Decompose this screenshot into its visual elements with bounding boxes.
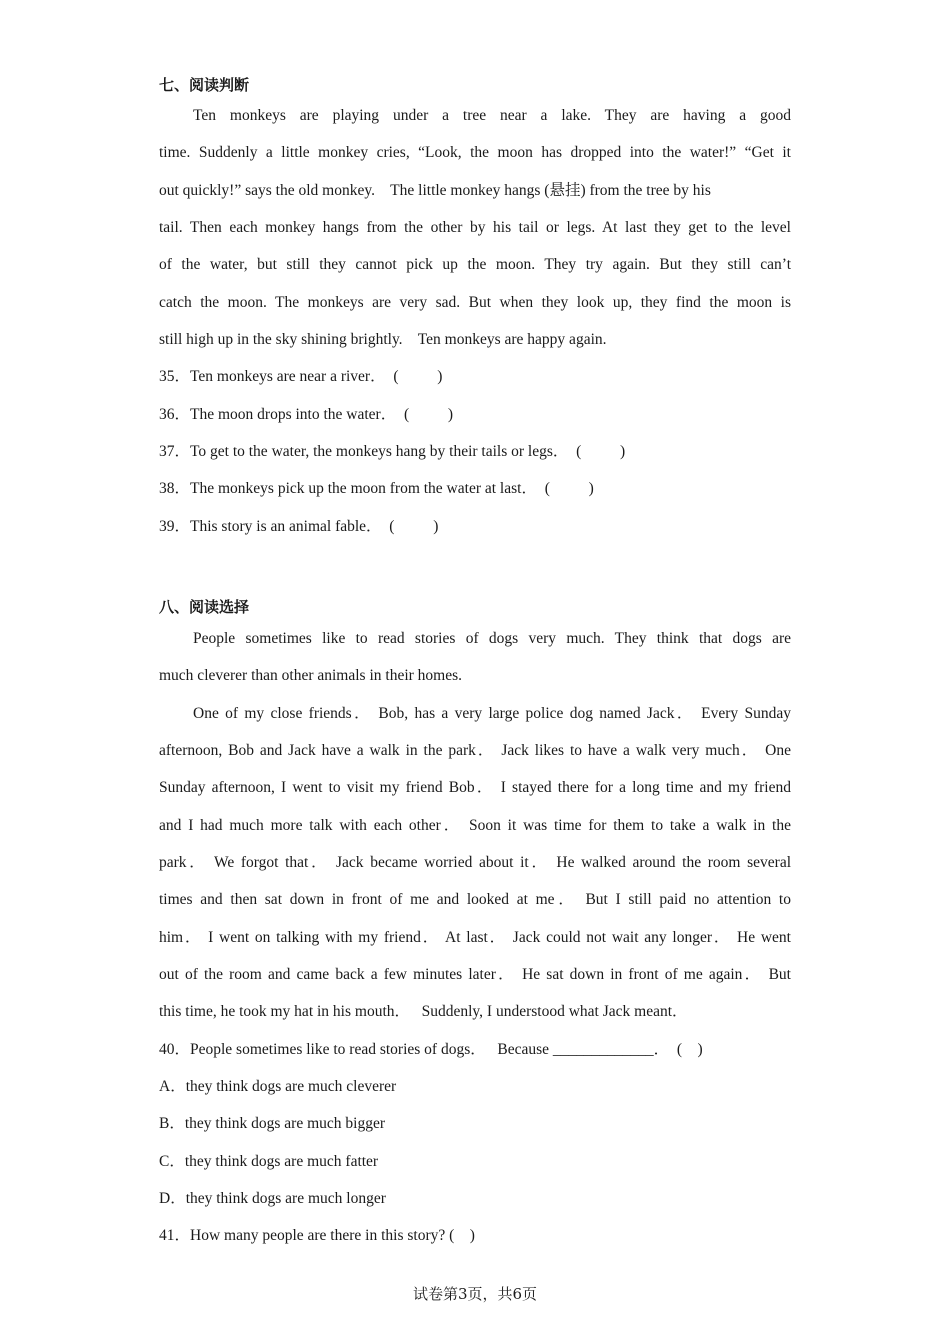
passage-line: park． We forgot that． Jack became worried about it． He walked around the room several [159, 854, 791, 871]
passage-line: catch the moon. The monkeys are very sad. But when they look up, they find the moon is [159, 294, 791, 311]
section-7-heading: 七、阅读判断 [159, 76, 250, 94]
passage-line: times and then sat down in front of me and looked at me． But I still paid no attention to [159, 891, 791, 908]
option-a: A．they think dogs are much cleverer [159, 1078, 397, 1095]
passage-line: tail. Then each monkey hangs from the other by his tail or legs. At last they get to the level [159, 219, 791, 236]
passage-line: People sometimes like to read stories of dogs very much. They think that dogs are [193, 630, 791, 647]
passage-line: and I had much more talk with each other． Soon it was time for them to take a walk in the [159, 817, 791, 834]
passage-line: this time, he took my hat in his mouth． Suddenly, I understood what Jack meant． [159, 1003, 688, 1020]
question-41-stem: 41．How many people are there in this story? ( ) [159, 1227, 475, 1244]
passage-line: out of the room and came back a few minutes later． He sat down in front of me again． But [159, 966, 791, 983]
passage-line: afternoon, Bob and Jack have a walk in the park． Jack likes to have a walk very much． One [159, 742, 791, 759]
question-40-stem: 40．People sometimes like to read stories of dogs． Because _____________． ( ) [159, 1041, 703, 1058]
section-8-heading: 八、阅读选择 [159, 598, 250, 616]
passage-line: Ten monkeys are playing under a tree near a lake. They are having a good [193, 107, 791, 124]
passage-line: much cleverer than other animals in their homes. [159, 667, 463, 684]
passage-line: him． I went on talking with my friend． At last． Jack could not wait any longer． He went [159, 929, 791, 946]
question-36: 36．The moon drops into the water． ( ) [159, 406, 454, 423]
passage-line: time. Suddenly a little monkey cries, “Look, the moon has dropped into the water!” “Get it [159, 144, 791, 161]
question-39: 39．This story is an animal fable． ( ) [159, 518, 439, 535]
question-37: 37．To get to the water, the monkeys hang by their tails or legs． ( ) [159, 443, 626, 460]
passage-line: still high up in the sky shining brightly. Ten monkeys are happy again. [159, 331, 607, 348]
option-c: C．they think dogs are much fatter [159, 1153, 379, 1170]
question-35: 35．Ten monkeys are near a river． ( ) [159, 368, 443, 385]
question-38: 38．The monkeys pick up the moon from the water at last． ( ) [159, 480, 594, 497]
option-b: B．they think dogs are much bigger [159, 1115, 385, 1132]
passage-line: Sunday afternoon, I went to visit my friend Bob． I stayed there for a long time and my friend [159, 779, 791, 796]
passage-line: One of my close friends． Bob, has a very large police dog named Jack． Every Sunday [193, 705, 791, 722]
passage-line: out quickly!” says the old monkey. The little monkey hangs (悬挂) from the tree by his [159, 182, 711, 199]
page-footer: 试卷第3页，共6页 [412, 1285, 538, 1303]
option-d: D．they think dogs are much longer [159, 1190, 386, 1207]
passage-line: of the water, but still they cannot pick up the moon. They try again. But they still can’t [159, 256, 791, 273]
